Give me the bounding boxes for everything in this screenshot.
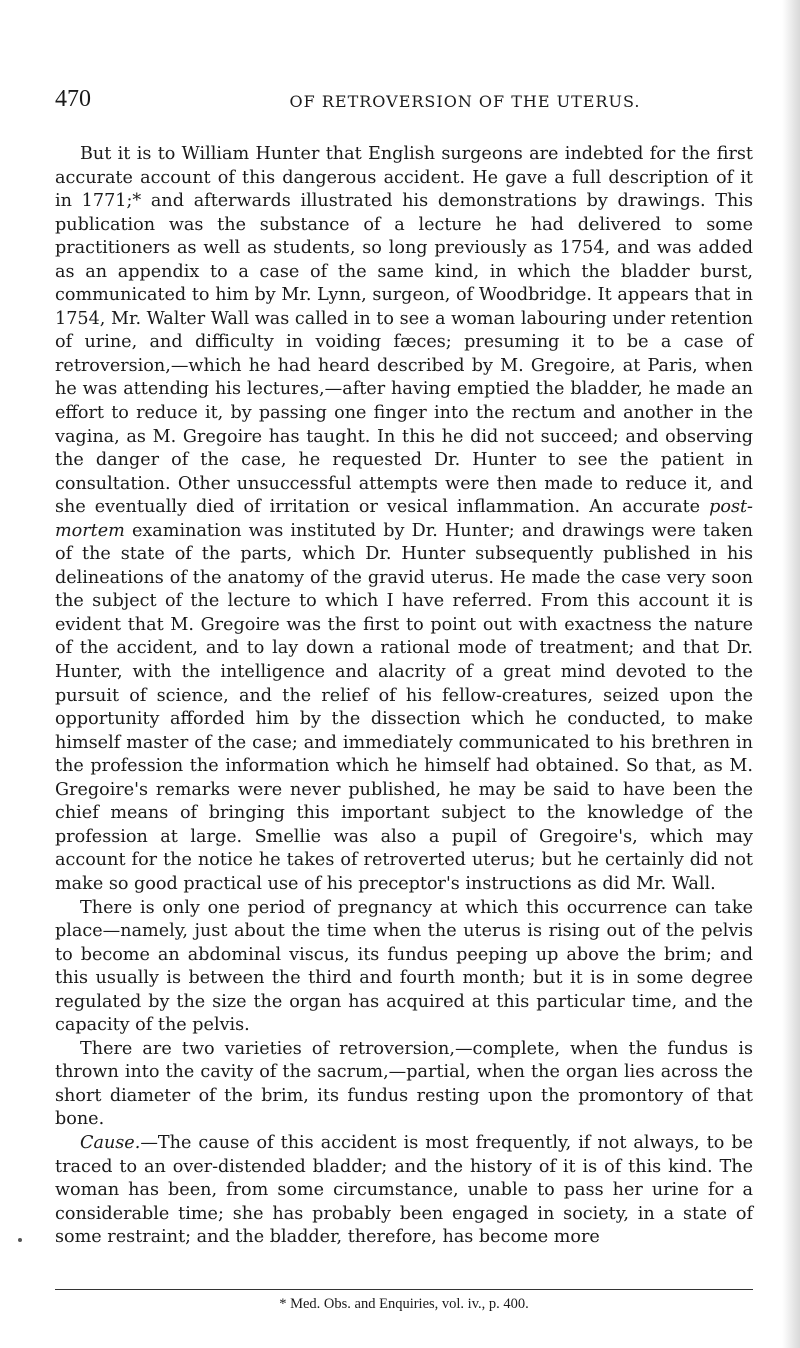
paragraph — [55, 897, 753, 1038]
paragraph-text: But it is to William Hunter that English surgeons are indebted for the first accurate account of this dangerous accident. He gave a full description of it in 1771;* and afterwards illustrated his demonstrations by drawings. This publication was the substance of a lecture he had delivered to some practitioners as well as students, so long previously as 1754, and was added as an appendix to a case of the same kind, in which the bladder burst, communicated to him by Mr. Lynn, surgeon, of Woodbridge. It appears that in 1754, Mr. Walter Wall was called in to see a woman labouring under retention of urine, and difficulty in voiding fæces; presuming it to be a case of retroversion,—which he had heard described by M. Gregoire, at Paris, when he was attending his lectures,—after having emptied the bladder, he made an effort to reduce it, by passing one finger into the rectum and another in the vagina, as M. Gregoire has taught. In this he did not succeed; and observing the danger of the case, he requested Dr. Hunter to see the patient in consultation. Other unsuccessful attempts were then made to reduce it, and she eventually died of irritation or vesical inflammation. An accurate — [55, 144, 753, 518]
italic-text: post-mortem — [55, 497, 753, 541]
page-number: 470 — [55, 86, 91, 112]
italic-text: Cause. — [80, 1132, 141, 1153]
paragraph-text: There are two varieties of retroversion,—complete, when the fundus is thrown into the cavity of the sacrum,—partial, when the organ lies across the short diameter of the brim, its fundus resting upon the promontory of that bone. — [55, 1038, 753, 1130]
footnote-rule — [55, 1289, 753, 1290]
paragraph — [55, 143, 753, 897]
page-header — [55, 86, 755, 116]
page-edge-shadow — [782, 0, 800, 1348]
ink-speck — [18, 1238, 22, 1242]
paragraph-text: —The cause of this accident is most frequently, if not always, to be traced to an over-distended bladder; and the history of it is of this kind. The woman has been, from some circumstance, unable to pass her urine for a considerable time; she has probably been engaged in society, in a state of some restraint; and the bladder, therefore, has become more — [55, 1132, 753, 1248]
paragraph — [55, 1132, 753, 1250]
paragraph-text: There is only one period of pregnancy at which this occurrence can take place—namely, just about the time when the uterus is rising out of the pelvis to become an abdominal viscus, its fundus peeping up above the brim; and this usually is between the third and fourth month; but it is in some degree regulated by the size the organ has acquired at this particular time, and the capacity of the pelvis. — [55, 897, 753, 1036]
body-text — [55, 143, 753, 1250]
running-head: OF RETROVERSION OF THE UTERUS. — [289, 92, 641, 111]
paragraph — [55, 1038, 753, 1132]
paragraph-text: examination was instituted by Dr. Hunter; and drawings were taken of the state of the parts, which Dr. Hunter subsequently published in his delineations of the anatomy of the gravid uterus. He made the case very soon the subject of the lecture to which I have referred. From this account it is evident that M. Gregoire was the first to point out with exactness the nature of the accident, and to lay down a rational mode of treatment; and that Dr. Hunter, with the intelligence and alacrity of a great mind devoted to the pursuit of science, and the relief of his fellow-creatures, seized upon the opportunity afforded him by the dissection which he conducted, to make himself master of the case; and immediately communicated to his brethren in the profession the information which he himself had obtained. So that, as M. Gregoire's remarks were never published, he may be said to have been the chief means of bringing this important subject to the knowledge of the profession at large. Smellie was also a pupil of Gregoire's, which may account for the notice he takes of retroverted uterus; but he certainly did not make so good practical use of his preceptor's instructions as did Mr. Wall. — [55, 520, 753, 894]
footnote: * Med. Obs. and Enquiries, vol. iv., p. 400. — [279, 1296, 529, 1312]
